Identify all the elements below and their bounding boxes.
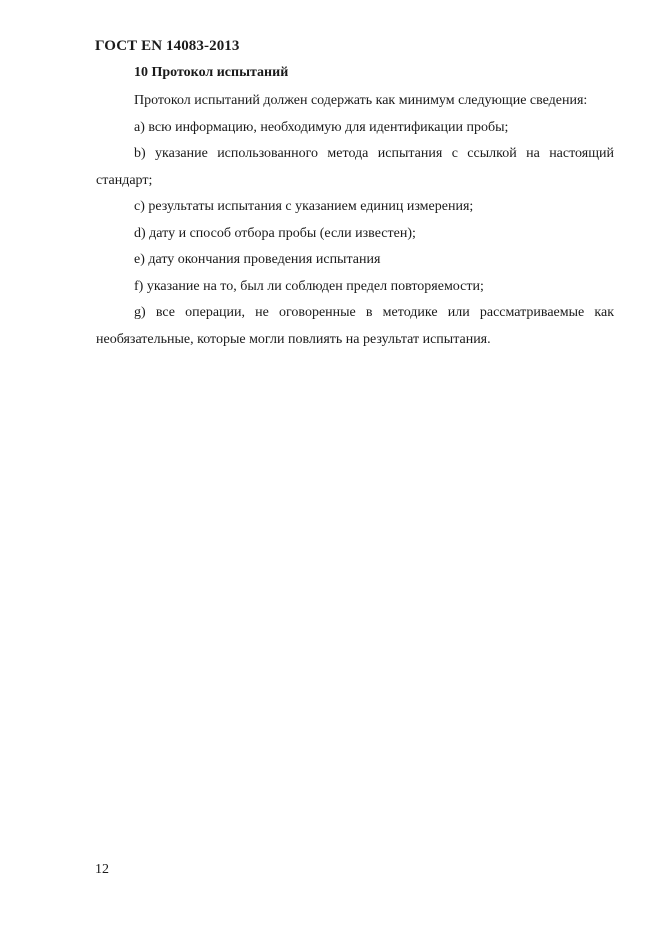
list-item-a: a) всю информацию, необходимую для идентификации пробы;	[134, 119, 509, 135]
section-body	[96, 88, 614, 353]
document-id: ГОСТ EN 14083-2013	[95, 38, 240, 54]
intro-paragraph: Протокол испытаний должен содержать как минимум следующие сведения:	[134, 93, 588, 108]
page-number: 12	[95, 862, 109, 877]
list-item-f: f) указание на то, был ли соблюден предел повторяемости;	[134, 278, 484, 294]
list-item-c: c) результаты испытания с указанием единиц измерения;	[134, 199, 474, 214]
section-heading: 10 Протокол испытаний	[134, 65, 289, 80]
list-item-g: g) все операции, не оговоренные в методике или рассматриваемые как необязательные, которые могли повлиять на результат испытания.	[96, 305, 614, 347]
list-item-b: b) указание использованного метода испытания с ссылкой на настоящий стандарт;	[96, 146, 614, 188]
list-item-e: e) дату окончания проведения испытания	[134, 252, 381, 267]
list-item-d: d) дату и способ отбора пробы (если известен);	[134, 225, 416, 241]
